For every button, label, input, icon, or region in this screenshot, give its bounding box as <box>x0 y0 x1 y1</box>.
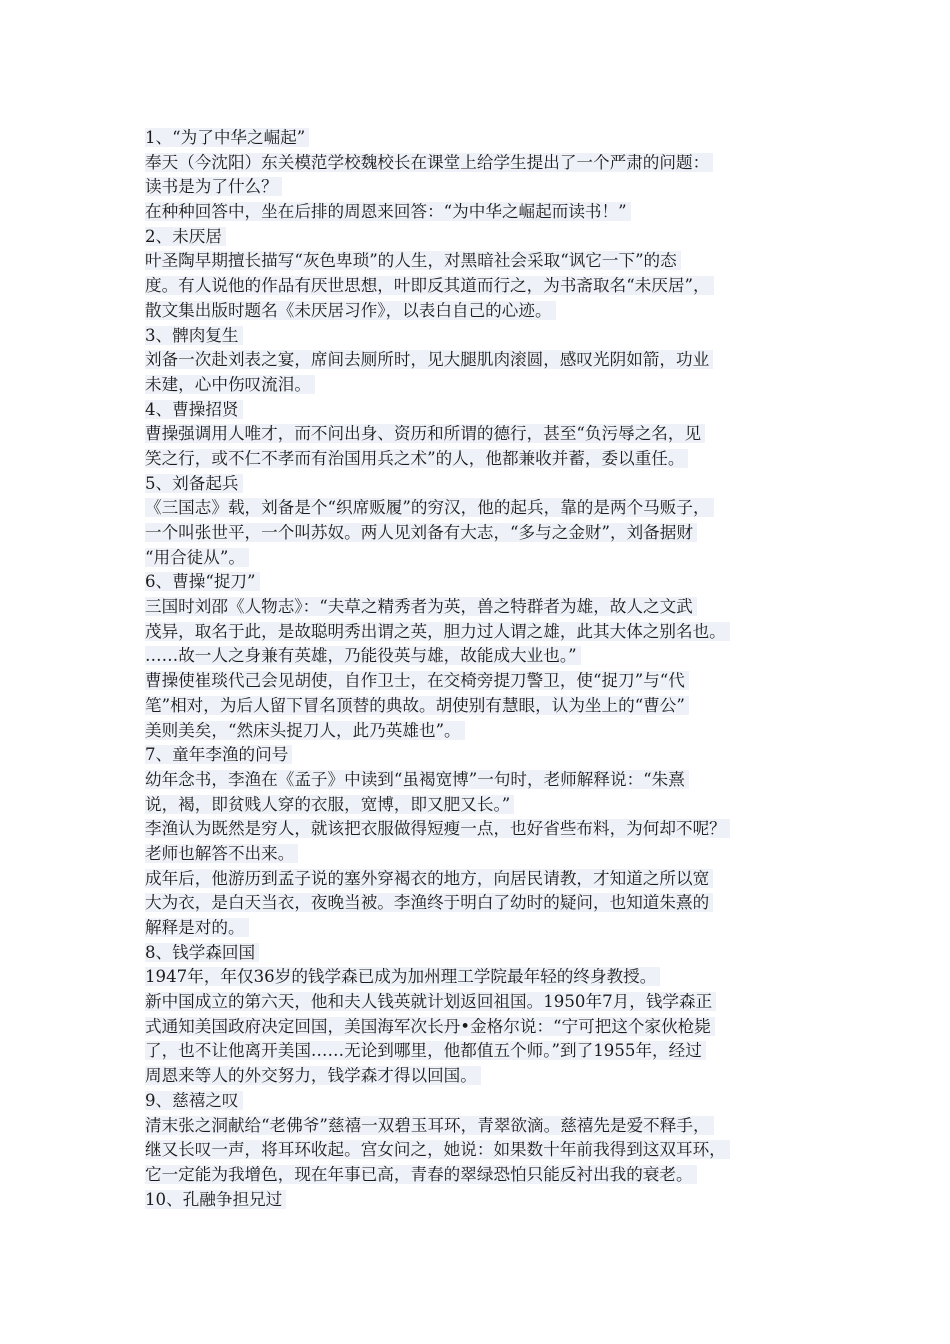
paragraph-line-text: 叶圣陶早期擅长描写“灰色卑琐”的人生，对黑暗社会采取“讽它一下”的态 <box>145 251 681 270</box>
section-heading-text: 3、髀肉复生 <box>145 326 243 345</box>
paragraph-line <box>145 1015 825 1040</box>
paragraph-line <box>145 595 825 620</box>
paragraph-line-text: 继又长叹一声，将耳环收起。宫女问之，她说：如果数十年前我得到这双耳环， <box>145 1140 730 1159</box>
section-heading-text: 9、慈禧之叹 <box>145 1091 243 1110</box>
document-page <box>145 126 825 1212</box>
section-heading <box>145 570 825 595</box>
paragraph-line-text: 度。有人说他的作品有厌世思想，叶即反其道而行之，为书斋取名“未厌居”， <box>145 276 714 295</box>
section-heading <box>145 743 825 768</box>
paragraph-line <box>145 299 825 324</box>
section-heading-text: 4、曹操招贤 <box>145 400 243 419</box>
paragraph-line <box>145 1114 825 1139</box>
section-heading-text: 2、未厌居 <box>145 227 226 246</box>
section-heading <box>145 126 825 151</box>
paragraph-line-text: 曹操使崔琰代己会见胡使，自作卫士，在交椅旁提刀警卫，使“捉刀”与“代 <box>145 671 689 690</box>
paragraph-line-text: 奉天（今沈阳）东关模范学校魏校长在课堂上给学生提出了一个严肃的问题： <box>145 153 713 172</box>
paragraph-line <box>145 348 825 373</box>
paragraph-line-text: 新中国成立的第六天，他和夫人钱英就计划返回祖国。1950年7月，钱学森正 <box>145 992 716 1011</box>
paragraph-line <box>145 817 825 842</box>
paragraph-line <box>145 422 825 447</box>
paragraph-line <box>145 1138 825 1163</box>
section-heading-text: 6、曹操“捉刀” <box>145 572 260 591</box>
paragraph-line <box>145 200 825 225</box>
paragraph-line <box>145 447 825 472</box>
paragraph-line <box>145 175 825 200</box>
paragraph-line <box>145 496 825 521</box>
paragraph-line-text: 读书是为了什么？ <box>145 177 282 196</box>
section-heading <box>145 472 825 497</box>
paragraph-line-text: 周恩来等人的外交努力，钱学森才得以回国。 <box>145 1066 481 1085</box>
paragraph-line <box>145 1039 825 1064</box>
paragraph-line-text: 它一定能为我增色，现在年事已高，青春的翠绿恐怕只能反衬出我的衰老。 <box>145 1165 697 1184</box>
section-heading <box>145 1188 825 1213</box>
section-heading <box>145 1089 825 1114</box>
section-heading-text: 8、钱学森回国 <box>145 943 259 962</box>
paragraph-line-text: 在种种回答中，坐在后排的周恩来回答：“为中华之崛起而读书！” <box>145 202 631 221</box>
paragraph-line-text: 式通知美国政府决定回国，美国海军次长丹•金格尔说：“宁可把这个家伙枪毙 <box>145 1017 715 1036</box>
section-heading-text: 1、“为了中华之崛起” <box>145 128 309 147</box>
section-heading <box>145 324 825 349</box>
section-heading <box>145 398 825 423</box>
paragraph-line-text: 《三国志》载，刘备是个“织席贩履”的穷汉，他的起兵，靠的是两个马贩子， <box>145 498 714 517</box>
paragraph-line <box>145 916 825 941</box>
paragraph-line-text: 李渔认为既然是穷人，就该把衣服做得短瘦一点，也好省些布料，为何却不呢？ <box>145 819 730 838</box>
paragraph-line-text: 解释是对的。 <box>145 918 249 937</box>
section-heading-text: 10、孔融争担兄过 <box>145 1190 286 1209</box>
paragraph-line-text: 美则美矣，“然床头捉刀人，此乃英雄也”。 <box>145 721 465 740</box>
paragraph-line <box>145 990 825 1015</box>
paragraph-line-text: 大为衣，是白天当衣，夜晚当被。李渔终于明白了幼时的疑问，也知道朱熹的 <box>145 893 713 912</box>
paragraph-line <box>145 768 825 793</box>
paragraph-line <box>145 965 825 990</box>
paragraph-line-text: 成年后，他游历到孟子说的塞外穿褐衣的地方，向居民请教，才知道之所以宽 <box>145 869 713 888</box>
section-heading <box>145 941 825 966</box>
section-heading-text: 5、刘备起兵 <box>145 474 243 493</box>
paragraph-line-text: 一个叫张世平，一个叫苏奴。两人见刘备有大志，“多与之金财”，刘备据财 <box>145 523 697 542</box>
paragraph-line <box>145 669 825 694</box>
paragraph-line-text: 笑之行，或不仁不孝而有治国用兵之术”的人，他都兼收并蓄，委以重任。 <box>145 449 688 468</box>
paragraph-line-text: ……故一人之身兼有英雄，乃能役英与雄，故能成大业也。” <box>145 646 581 665</box>
paragraph-line <box>145 274 825 299</box>
paragraph-line-text: 清末张之洞献给“老佛爷”慈禧一双碧玉耳环，青翠欲滴。慈禧先是爱不释手， <box>145 1116 714 1135</box>
paragraph-line <box>145 793 825 818</box>
paragraph-line <box>145 521 825 546</box>
paragraph-line-text: 说，褐，即贫贱人穿的衣服，宽博，即又肥又长。” <box>145 795 514 814</box>
paragraph-line-text: 未建，心中伤叹流泪。 <box>145 375 315 394</box>
paragraph-line <box>145 1163 825 1188</box>
paragraph-line <box>145 867 825 892</box>
paragraph-line-text: 笔”相对，为后人留下冒名顶替的典故。胡使别有慧眼，认为坐上的“曹公” <box>145 696 689 715</box>
paragraph-line-text: 1947年，年仅36岁的钱学森已成为加州理工学院最年轻的终身教授。 <box>145 967 660 986</box>
paragraph-line-text: 刘备一次赴刘表之宴，席间去厕所时，见大腿肌肉滚圆，感叹光阴如箭，功业 <box>145 350 713 369</box>
paragraph-line-text: 三国时刘邵《人物志》：“夫草之精秀者为英，兽之特群者为雄，故人之文武 <box>145 597 697 616</box>
paragraph-line <box>145 373 825 398</box>
paragraph-line-text: 了，也不让他离开美国……无论到哪里，他都值五个师。”到了1955年，经过 <box>145 1041 706 1060</box>
paragraph-line <box>145 1064 825 1089</box>
section-heading-text: 7、童年李渔的问号 <box>145 745 292 764</box>
paragraph-line <box>145 249 825 274</box>
paragraph-line <box>145 719 825 744</box>
paragraph-line <box>145 620 825 645</box>
paragraph-line-text: 老师也解答不出来。 <box>145 844 298 863</box>
paragraph-line-text: 茂异，取名于此，是故聪明秀出谓之英，胆力过人谓之雄，此其大体之别名也。 <box>145 622 730 641</box>
paragraph-line <box>145 644 825 669</box>
paragraph-line-text: “用合徒从”。 <box>145 548 249 567</box>
paragraph-line <box>145 842 825 867</box>
paragraph-line <box>145 891 825 916</box>
paragraph-line <box>145 694 825 719</box>
paragraph-line-text: 散文集出版时题名《未厌居习作》，以表白自己的心迹。 <box>145 301 556 320</box>
paragraph-line <box>145 546 825 571</box>
paragraph-line-text: 幼年念书，李渔在《孟子》中读到“虽褐宽博”一句时，老师解释说：“朱熹 <box>145 770 689 789</box>
paragraph-line-text: 曹操强调用人唯才，而不问出身、资历和所谓的德行，甚至“负污辱之名，见 <box>145 424 705 443</box>
paragraph-line <box>145 151 825 176</box>
section-heading <box>145 225 825 250</box>
